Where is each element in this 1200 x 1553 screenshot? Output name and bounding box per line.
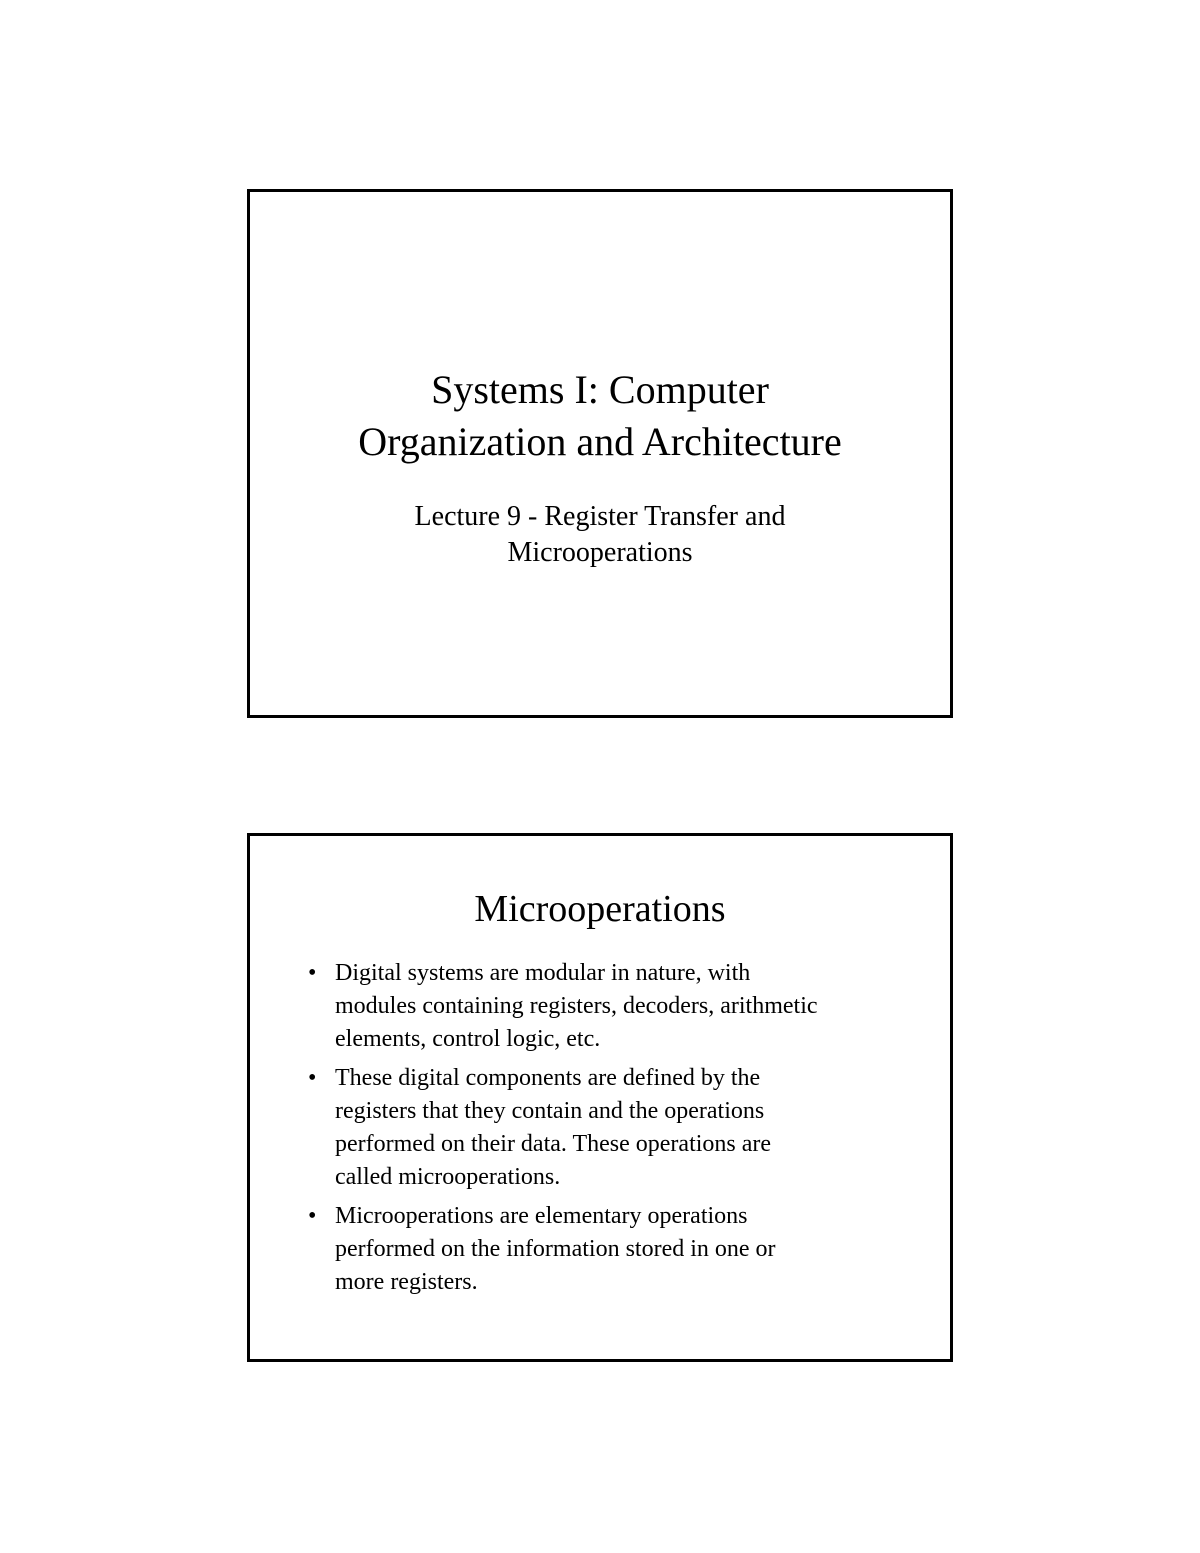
- bullet-line: more registers.: [335, 1269, 478, 1295]
- bullet-icon: •: [308, 1203, 317, 1229]
- bullet-line: These digital components are defined by the: [335, 1065, 761, 1091]
- bullet-line: Microoperations are elementary operations: [335, 1203, 748, 1229]
- bullet-icon: •: [308, 960, 317, 986]
- bullet-item: [308, 1062, 908, 1194]
- title-line-2: Organization and Architecture: [358, 419, 842, 464]
- bullet-line: elements, control logic, etc.: [335, 1026, 601, 1052]
- bullet-item: [308, 1200, 908, 1299]
- subtitle-line-2: Microoperations: [507, 537, 693, 568]
- slide-title-heading: [250, 364, 950, 468]
- bullet-list: [308, 957, 908, 1305]
- subtitle-line-1: Lecture 9 - Register Transfer and: [414, 501, 786, 532]
- slide-subtitle: [250, 499, 950, 571]
- bullet-icon: •: [308, 1065, 317, 1091]
- bullet-line: performed on their data. These operations are: [335, 1131, 772, 1157]
- bullet-line: registers that they contain and the operations: [335, 1098, 765, 1124]
- bullet-line: modules containing registers, decoders, arithmetic: [335, 993, 818, 1019]
- bullet-item: [308, 957, 908, 1056]
- slide-microoperations: [247, 833, 953, 1362]
- bullet-line: Digital systems are modular in nature, with: [335, 960, 751, 986]
- bullet-line: called microoperations.: [335, 1164, 561, 1190]
- slide-title: [247, 189, 953, 718]
- slide-heading: Microoperations: [474, 888, 726, 930]
- bullet-line: performed on the information stored in one or: [335, 1236, 776, 1262]
- title-line-1: Systems I: Computer: [431, 367, 769, 412]
